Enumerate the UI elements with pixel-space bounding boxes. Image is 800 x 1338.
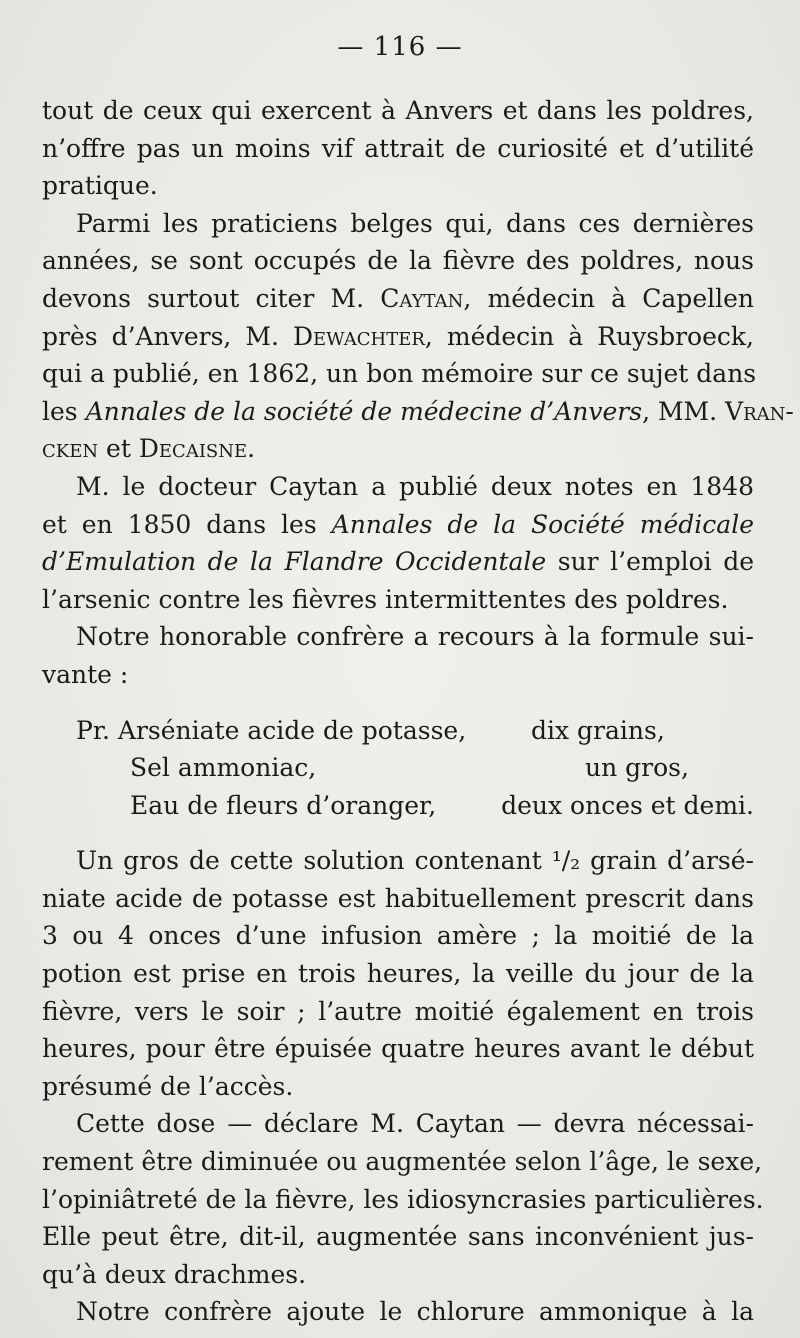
text-line: l’arsenic contre les fièvres intermittentes des poldres. (42, 584, 729, 614)
text-line: les Annales de la société de médecine d’Anvers, MM. Vran- (42, 396, 794, 426)
paragraph (42, 468, 754, 618)
paragraph (42, 1293, 754, 1331)
text-line: n’offre pas un moins vif attrait de curiosité et d’utilité (42, 133, 754, 163)
text-line: près d’Anvers, M. Dewachter, médecin à Ruysbroeck, (42, 321, 754, 351)
text-line: qui a publié, en 1862, un bon mémoire sur ce sujet dans (42, 359, 757, 389)
text-line: Un gros de cette solution contenant ¹/₂ grain d’arsé- (76, 846, 754, 876)
paragraph (42, 618, 754, 693)
formula-dose: dix grains, (531, 715, 665, 745)
formula-ingredient: Sel ammoniac, (130, 753, 317, 783)
text-line: années, se sont occupés de la fièvre des poldres, nous (42, 246, 754, 276)
formula-table (42, 712, 754, 825)
text-line: niate acide de potasse est habituellement prescrit dans (42, 883, 754, 913)
paragraph (42, 842, 754, 1105)
text-line: M. le docteur Caytan a publié deux notes en 1848 (76, 471, 754, 501)
text-line: devons surtout citer M. Caytan, médecin à Capellen (42, 283, 754, 313)
text-line: qu’à deux drachmes. (42, 1259, 307, 1289)
formula-dose: un gros, (585, 753, 689, 783)
formula-row (42, 749, 754, 787)
text-line: potion est prise en trois heures, la veille du jour de la (42, 959, 754, 989)
formula-row (42, 787, 754, 825)
formula-dose: deux onces et demi. (501, 790, 754, 820)
text-line: rement être diminuée ou augmentée selon l’âge, le sexe, (42, 1147, 763, 1177)
formula-row (42, 712, 754, 750)
formula-ingredient: Eau de fleurs d’oranger, (130, 790, 437, 820)
text-line: vante : (42, 659, 129, 689)
text-line: Notre confrère ajoute le chlorure ammonique à la (76, 1297, 754, 1327)
text-line: 3 ou 4 onces d’une infusion amère ; la moitié de la (42, 921, 754, 951)
paragraph (42, 92, 754, 205)
paragraph (42, 205, 794, 468)
text-line: d’Emulation de la Flandre Occidentale sur l’emploi de (42, 547, 754, 577)
text-line: cken et Decaisne. (42, 434, 256, 464)
text-line: heures, pour être épuisée quatre heures avant le début (42, 1034, 754, 1064)
body-text (42, 92, 794, 1331)
formula-ingredient: Pr. Arséniate acide de potasse, (76, 715, 467, 745)
text-line: l’opiniâtreté de la fièvre, les idiosyncrasies particulières. (42, 1184, 764, 1214)
text-line: et en 1850 dans les Annales de la Société médicale (42, 509, 754, 539)
text-line: pratique. (42, 171, 158, 201)
paragraph (42, 1105, 764, 1293)
text-line: fièvre, vers le soir ; l’autre moitié également en trois (42, 996, 754, 1026)
text-line: Parmi les praticiens belges qui, dans ces dernières (76, 208, 754, 238)
text-line: présumé de l’accès. (42, 1071, 294, 1101)
text-line: Elle peut être, dit-il, augmentée sans inconvénient jus- (42, 1222, 754, 1252)
page-number: — 116 — (337, 32, 463, 62)
text-line: Notre honorable confrère a recours à la formule sui- (76, 622, 754, 652)
text-line: Cette dose — déclare M. Caytan — devra nécessai- (76, 1109, 754, 1139)
text-line: tout de ceux qui exercent à Anvers et dans les poldres, (42, 96, 754, 125)
